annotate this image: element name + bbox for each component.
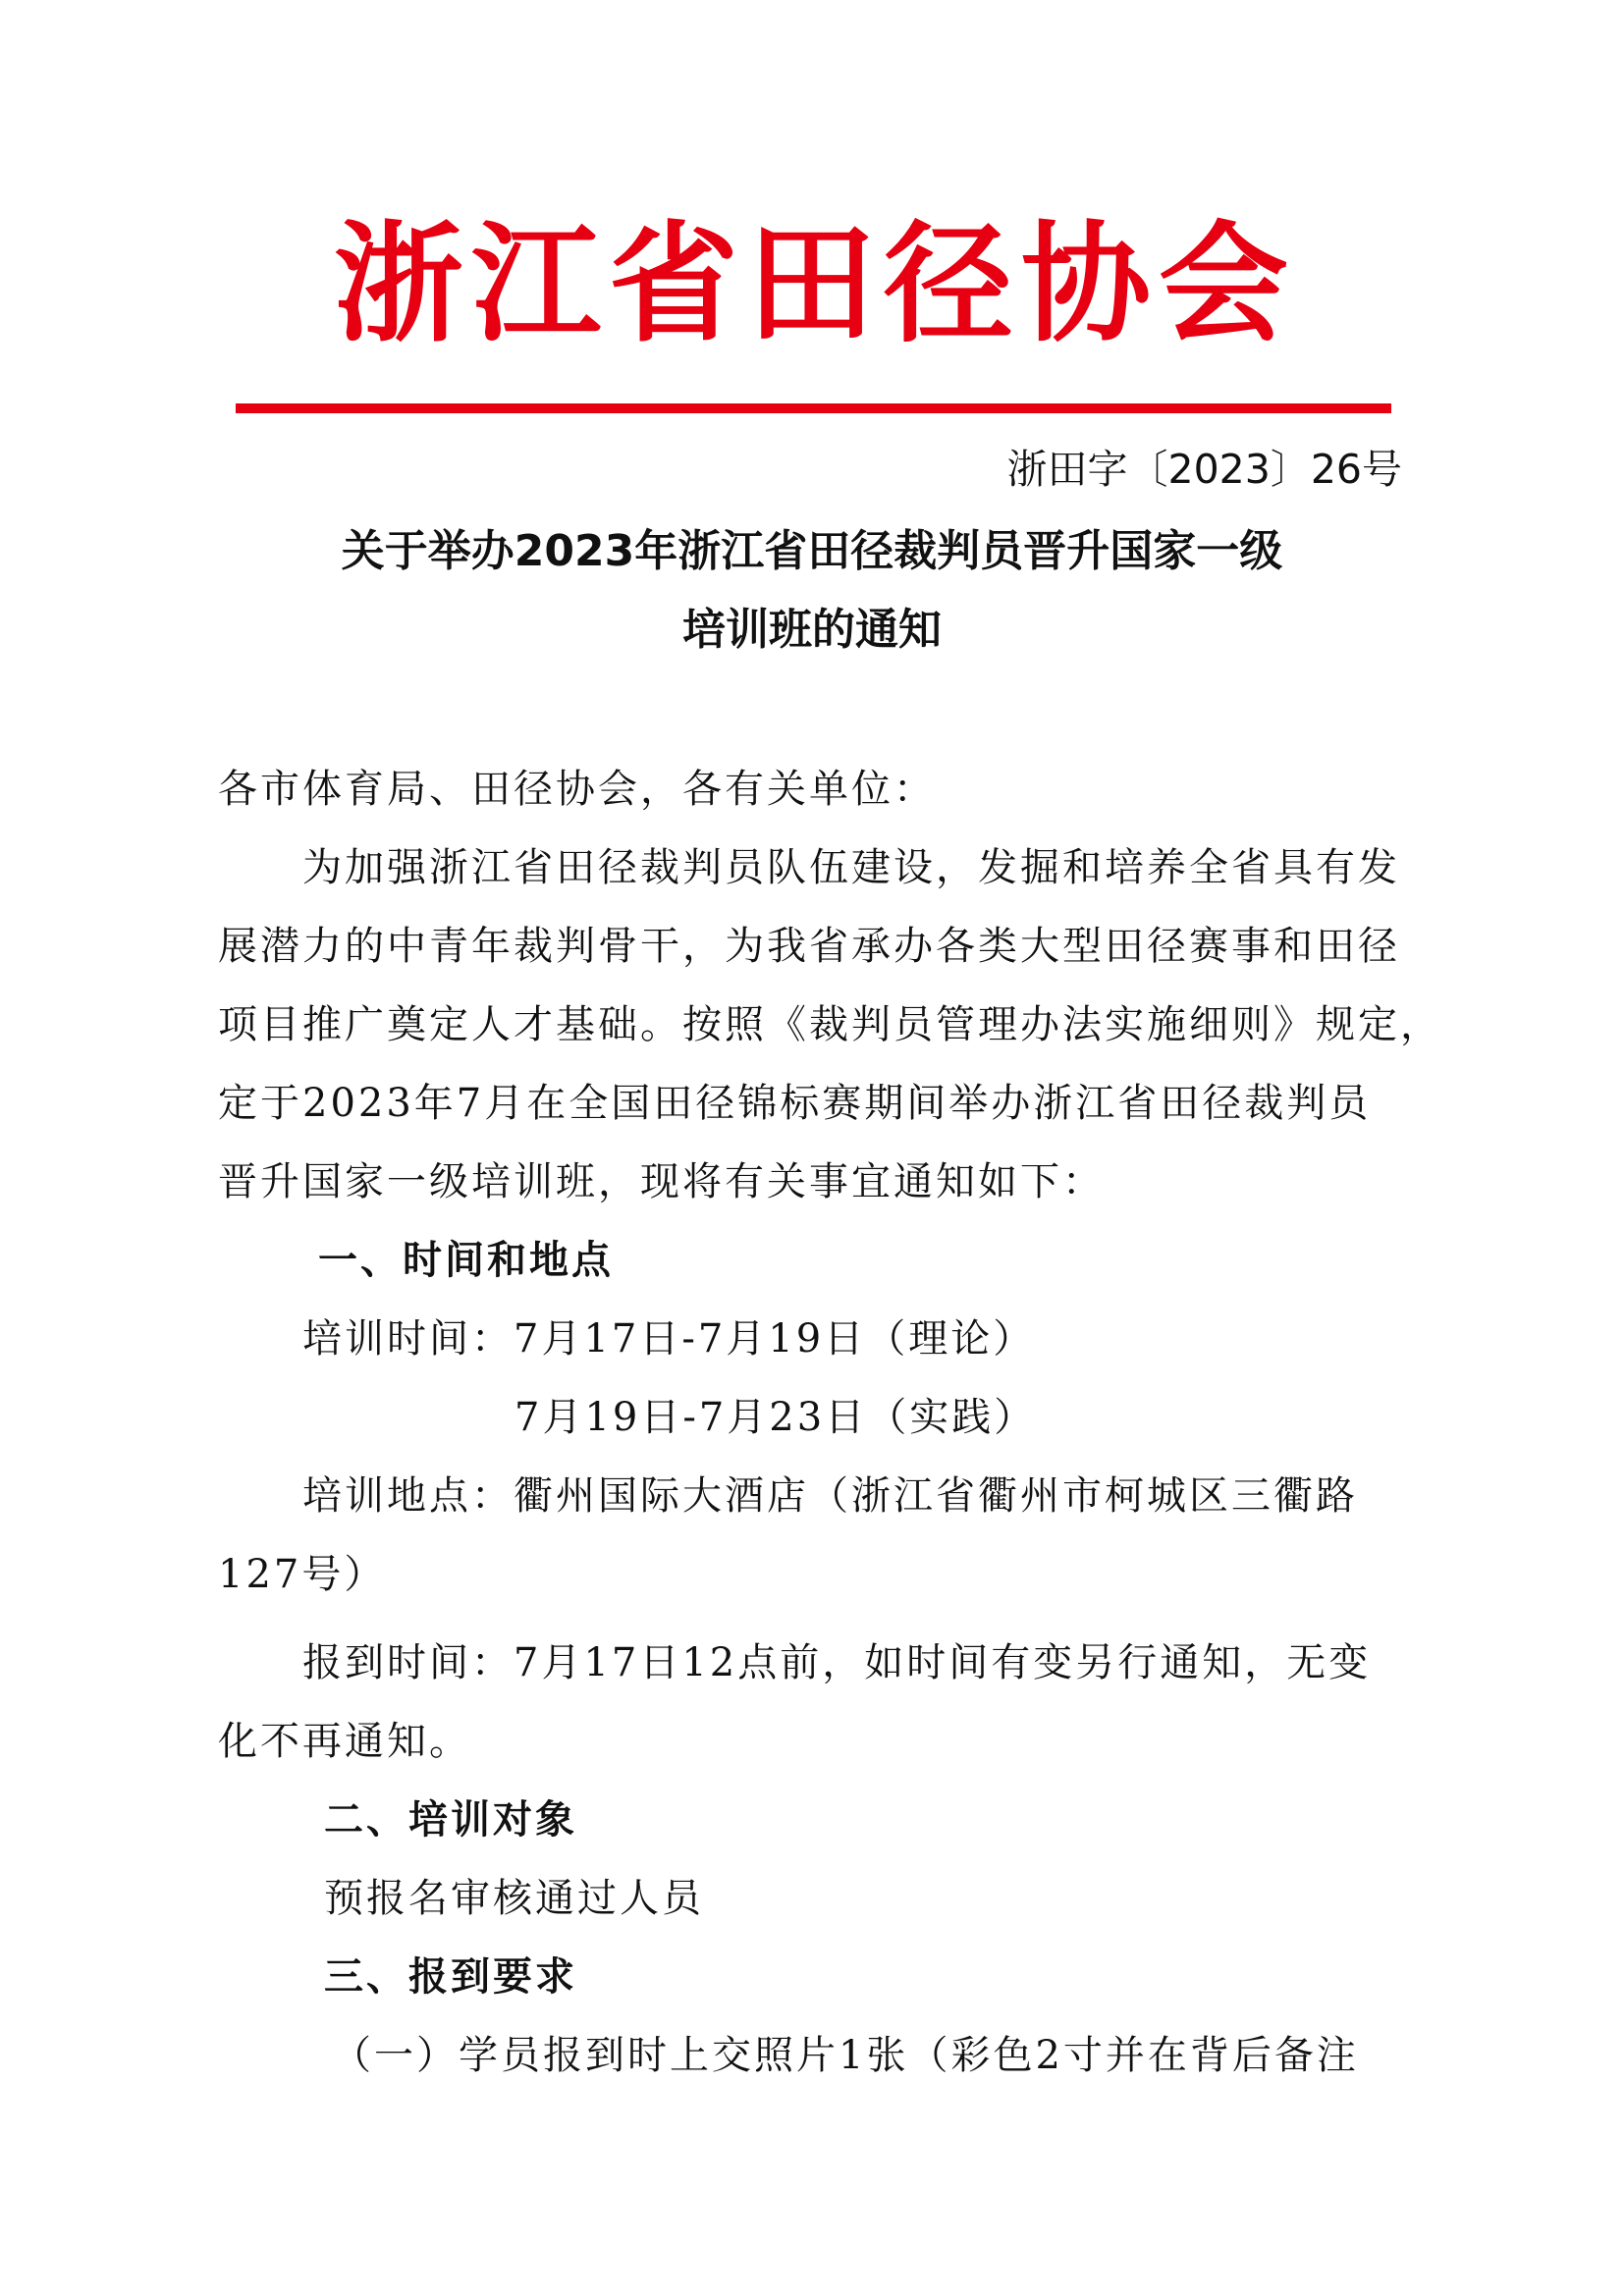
letterhead-org-name: 浙江省田径协会	[334, 209, 1296, 360]
intro-line-3: 项目推广奠定人才基础。按照《裁判员管理办法实施细则》规定，	[218, 1002, 1442, 1047]
intro-line-1: 为加强浙江省田径裁判员队伍建设，发掘和培养全省具有发	[302, 845, 1400, 890]
salutation: 各市体育局、田径协会，各有关单位：	[218, 767, 936, 812]
letterhead-red-rule	[236, 403, 1391, 413]
training-time-line-2: 7月19日-7月23日（实践）	[514, 1395, 1037, 1440]
checkin-time-line-1: 报到时间：7月17日12点前，如时间有变另行通知，无变	[302, 1640, 1372, 1685]
intro-line-5: 晋升国家一级培训班，现将有关事宜通知如下：	[218, 1159, 1105, 1204]
section-3-heading: 三、报到要求	[324, 1954, 577, 2000]
section-1-heading: 一、时间和地点	[318, 1238, 614, 1283]
training-time-line-1: 培训时间：7月17日-7月19日（理论）	[302, 1316, 1036, 1362]
document-number: 浙田字〔2023〕26号	[1006, 446, 1402, 493]
notice-title-line-1: 关于举办2023年浙江省田径裁判员晋升国家一级	[341, 526, 1283, 576]
notice-title-line-2: 培训班的通知	[682, 605, 942, 655]
training-location-line-2: 127号）	[218, 1552, 387, 1597]
intro-line-4: 定于2023年7月在全国田径锦标赛期间举办浙江省田径裁判员	[218, 1081, 1372, 1126]
intro-line-2: 展潜力的中青年裁判骨干，为我省承办各类大型田径赛事和田径	[218, 924, 1400, 969]
section-2-content: 预报名审核通过人员	[324, 1876, 704, 1921]
checkin-time-line-2: 化不再通知。	[218, 1719, 471, 1764]
section-2-heading: 二、培训对象	[324, 1797, 577, 1842]
training-location-line-1: 培训地点：衢州国际大酒店（浙江省衢州市柯城区三衢路	[302, 1473, 1358, 1519]
section-3-item-1: （一）学员报到时上交照片1张（彩色2寸并在背后备注	[332, 2033, 1359, 2078]
